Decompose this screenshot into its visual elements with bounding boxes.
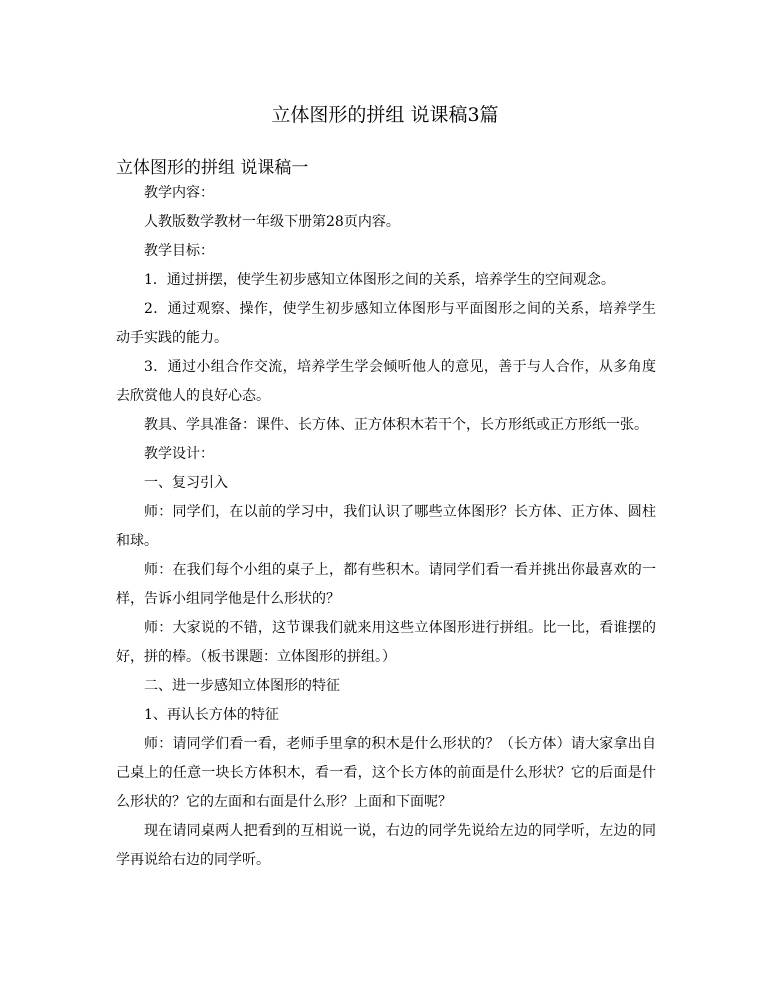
paragraph: 教学内容：	[144, 185, 214, 201]
paragraph: 现在请同桌两人把看到的互相说一说，右边的同学先说给左边的同学听，左边的同学再说给右边的同学听。	[116, 823, 656, 868]
section-heading: 立体图形的拼组 说课稿一	[116, 158, 309, 178]
document-body	[116, 179, 656, 875]
paragraph: 师：同学们，在以前的学习中，我们认识了哪些立体图形？长方体、正方体、圆柱和球。	[116, 504, 656, 549]
paragraph: 1．通过拼摆，使学生初步感知立体图形之间的关系，培养学生的空间观念。	[144, 272, 615, 288]
document-title: 立体图形的拼组 说课稿3篇	[271, 104, 499, 126]
paragraph: 3．通过小组合作交流，培养学生学会倾听他人的意见，善于与人合作，从多角度去欣赏他人的良好心态。	[116, 359, 656, 404]
paragraph: 人教版数学教材一年级下册第28页内容。	[144, 214, 400, 230]
paragraph: 师：请同学们看一看，老师手里拿的积木是什么形状的？（长方体）请大家拿出自己桌上的任意一块长方体积木，看一看，这个长方体的前面是什么形状？它的后面是什么形状的？它的左面和右面是什么形？上面和下面呢？	[116, 736, 656, 810]
paragraph: 教具、学具准备：课件、长方体、正方体积木若干个，长方形纸或正方形纸一张。	[144, 417, 648, 433]
paragraph: 师：大家说的不错，这节课我们就来用这些立体图形进行拼组。比一比，看谁摆的好，拼的棒。（板书课题：立体图形的拼组。）	[116, 620, 656, 665]
paragraph: 师：在我们每个小组的桌子上，都有些积木。请同学们看一看并挑出你最喜欢的一样，告诉小组同学他是什么形状的？	[116, 562, 656, 607]
paragraph: 一、复习引入	[144, 475, 228, 491]
paragraph: 2．通过观察、操作，使学生初步感知立体图形与平面图形之间的关系，培养学生动手实践的能力。	[116, 301, 656, 346]
paragraph: 教学设计：	[144, 446, 214, 462]
paragraph: 教学目标：	[144, 243, 214, 259]
paragraph: 1、再认长方体的特征	[144, 707, 279, 723]
paragraph: 二、进一步感知立体图形的特征	[144, 678, 340, 694]
